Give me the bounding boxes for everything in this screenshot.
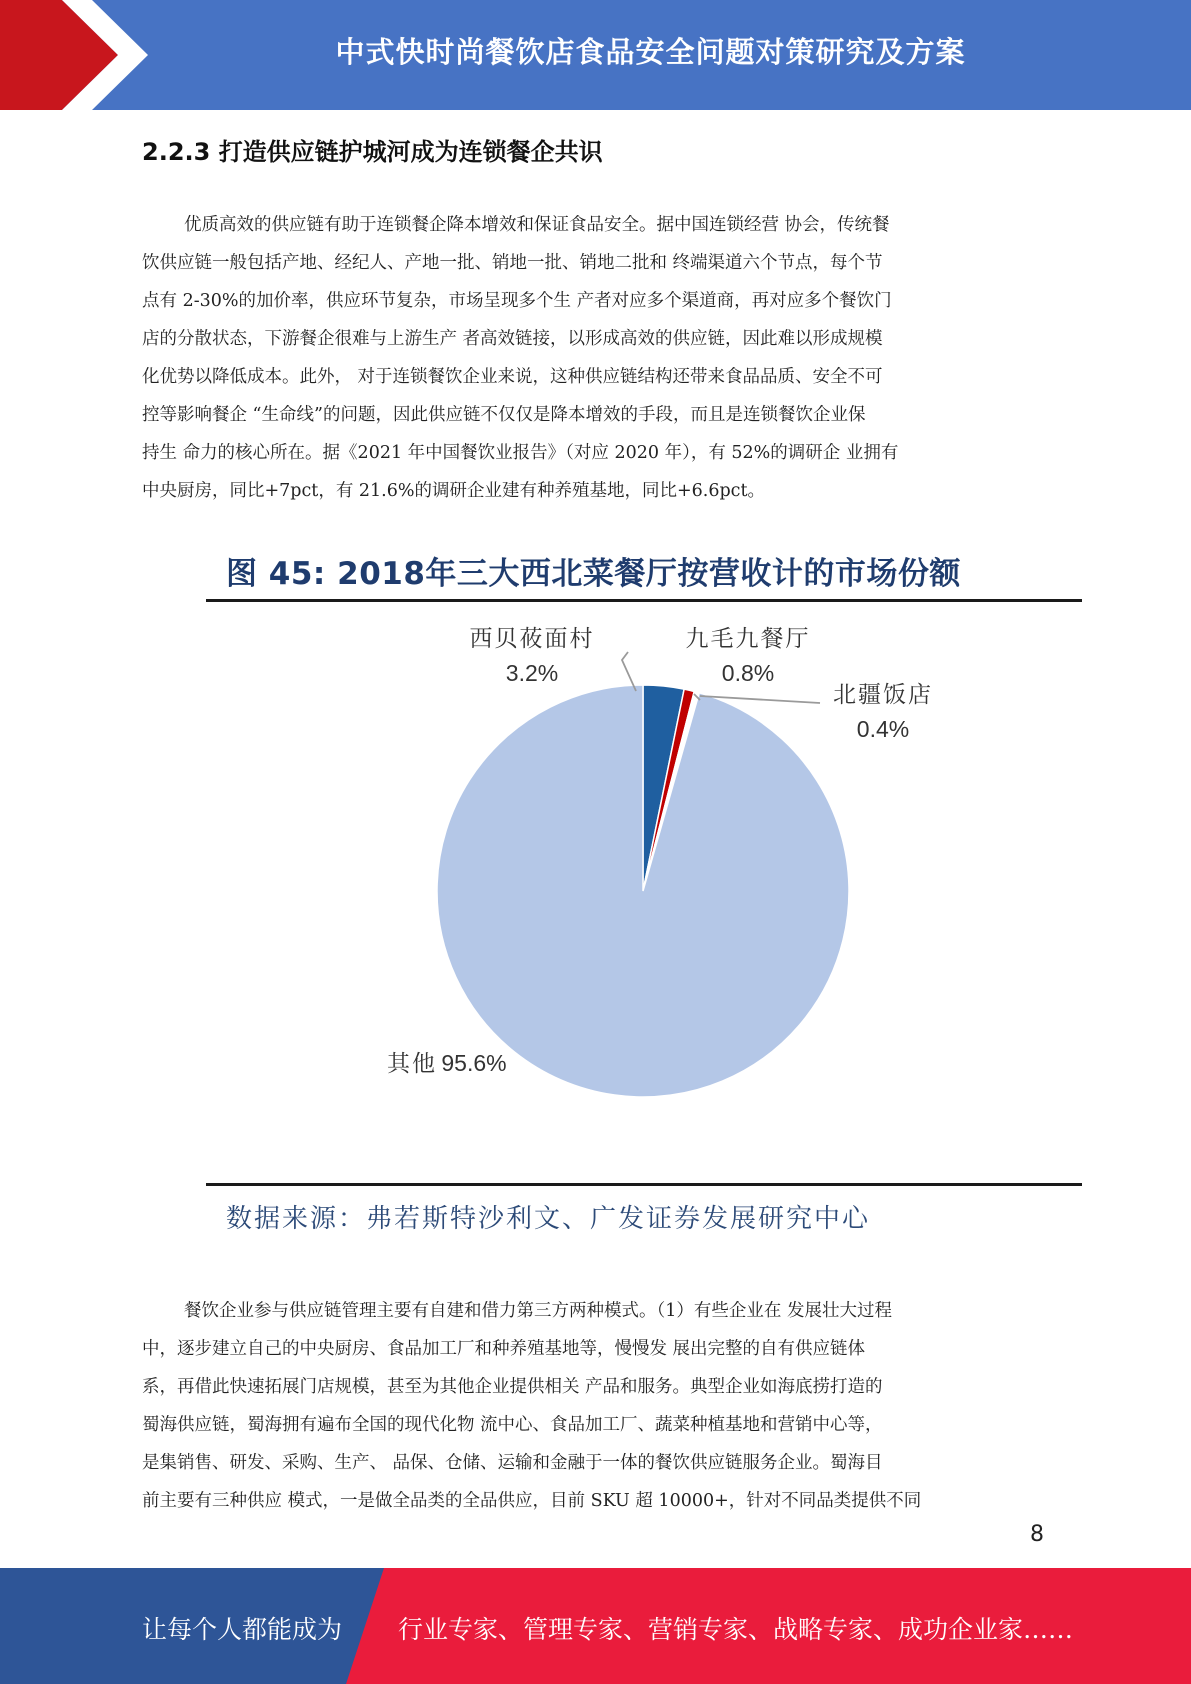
page-footer-band bbox=[0, 1568, 1191, 1684]
paragraph-line: 化优势以降低成本。此外， 对于连锁餐饮企业来说，这种供应链结构还带来食品品质、安全不可 bbox=[142, 367, 883, 387]
paragraph-line: 中，逐步建立自己的中央厨房、食品加工厂和种养殖基地等，慢慢发 展出完整的自有供应链体 bbox=[142, 1339, 866, 1359]
pie-slice-label: 西贝莜面村 bbox=[469, 626, 595, 652]
pie-slice bbox=[437, 685, 849, 1097]
paragraph-line: 持生 命力的核心所在。据《2021 年中国餐饮业报告》（对应 2020 年），有 52%的调研企 业拥有 bbox=[142, 443, 899, 463]
paragraph-line: 点有 2-30%的加价率，供应环节复杂，市场呈现多个生 产者对应多个渠道商，再对应多个餐饮门 bbox=[142, 291, 892, 311]
pie-slice-label: 北疆饭店 bbox=[833, 682, 933, 708]
document-title: 中式快时尚餐饮店食品安全问题对策研究及方案 bbox=[335, 35, 966, 69]
figure-title: 图 45: 2018年三大西北菜餐厅按营收计的市场份额 bbox=[226, 556, 961, 592]
paragraph-line: 中央厨房，同比+7pct，有 21.6%的调研企业建有种养殖基地，同比+6.6pct。 bbox=[142, 481, 766, 501]
pie-slice-value: 0.8% bbox=[721, 660, 775, 686]
paragraph-line: 是集销售、研发、采购、生产、 品保、仓储、运输和金融于一体的餐饮供应链服务企业。蜀海目 bbox=[142, 1453, 883, 1473]
footer-slogan-left: 让每个人都能成为 bbox=[142, 1615, 343, 1644]
paragraph-line: 优质高效的供应链有助于连锁餐企降本增效和保证食品安全。据中国连锁经营 协会，传统餐 bbox=[184, 215, 890, 235]
paragraph-line: 前主要有三种供应 模式，一是做全品类的全品供应，目前 SKU 超 10000+，针对不同品类提供不同 bbox=[142, 1491, 922, 1511]
paragraph-line: 饮供应链一般包括产地、经纪人、产地一批、销地一批、销地二批和 终端渠道六个节点，每个节 bbox=[142, 253, 883, 273]
footer-slogan-right: 行业专家、管理专家、营销专家、战略专家、成功企业家…… bbox=[398, 1615, 1074, 1644]
section-heading: 2.2.3 打造供应链护城河成为连锁餐企共识 bbox=[142, 138, 603, 166]
figure-source-note: 数据来源：弗若斯特沙利文、广发证券发展研究中心 bbox=[226, 1204, 871, 1234]
paragraph-line: 店的分散状态，下游餐企很难与上游生产 者高效链接，以形成高效的供应链，因此难以形成规模 bbox=[142, 329, 883, 349]
pie-slice-value: 3.2% bbox=[505, 660, 559, 686]
pie-slice-value: 0.4% bbox=[856, 716, 910, 742]
pie-slice-value: 95.6% bbox=[441, 1050, 507, 1076]
pie-slice-label: 其他 bbox=[387, 1051, 437, 1077]
paragraph-line: 蜀海供应链，蜀海拥有遍布全国的现代化物 流中心、食品加工厂、蔬菜种植基地和营销中心等， bbox=[142, 1415, 883, 1435]
figure-bottom-rule bbox=[206, 1183, 1082, 1186]
paragraph-line: 餐饮企业参与供应链管理主要有自建和借力第三方两种模式。（1）有些企业在 发展壮大过程 bbox=[184, 1301, 892, 1321]
page-number: 8 bbox=[1030, 1522, 1044, 1547]
pie-slice-label: 九毛九餐厅 bbox=[685, 626, 811, 652]
paragraph-line: 控等影响餐企 “生命线”的问题，因此供应链不仅仅是降本增效的手段，而且是连锁餐饮企业保 bbox=[142, 405, 866, 425]
paragraph-line: 系，再借此快速拓展门店规模，甚至为其他企业提供相关 产品和服务。典型企业如海底捞打造的 bbox=[142, 1377, 883, 1397]
paragraph-supply-chain-modes bbox=[142, 1292, 1047, 1520]
